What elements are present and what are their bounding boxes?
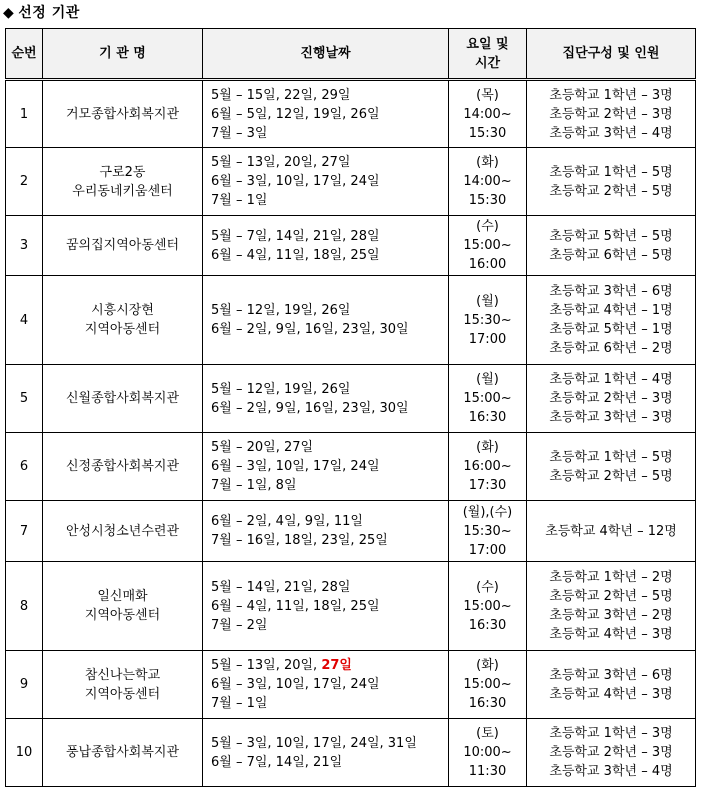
session-dates [203,562,449,651]
date-text: 6월 – 3일, 10일, 17일, 24일 [211,677,380,692]
diamond-bullet-icon: ◆ [3,5,15,21]
time-line: 15:30 [468,125,507,141]
row-number: 1 [6,80,43,148]
table-row [6,562,696,651]
date-line [211,616,448,635]
time-line: 10:00~ [463,745,512,760]
institution-name [43,276,203,365]
header-time-line2: 시간 [474,55,501,71]
day-and-time [449,148,527,216]
date-line [211,153,448,172]
time-line: 15:30~ [463,312,512,328]
time-line: 17:00 [468,542,507,558]
table-row [6,651,696,719]
date-line [211,246,448,265]
date-line [211,105,448,124]
institution-name-line: 우리동네키움센터 [72,183,173,199]
group-composition [527,216,696,276]
composition-line: 초등학교 2학년 – 3명 [549,745,673,760]
date-line [211,597,448,616]
date-text: 6월 – 5일, 12일, 19일, 26일 [211,106,380,122]
group-composition [527,80,696,148]
institution-name-line: 신월종합사회복지관 [65,391,180,406]
composition-line: 초등학교 2학년 – 5명 [549,468,673,484]
institution-name [43,501,203,562]
session-dates [203,651,449,719]
institution-name [43,433,203,501]
composition-line: 초등학교 4학년 – 12명 [545,523,677,539]
composition-line: 초등학교 2학년 – 3명 [549,391,673,406]
date-text: 6월 – 2일, 9일, 16일, 23일, 30일 [211,322,409,337]
date-text: 5월 – 15일, 22일, 29일 [211,87,351,103]
institution-name [43,80,203,148]
time-line: (화) [476,658,499,673]
institution-name-line: 신정종합사회복지관 [65,459,180,474]
time-line: 16:00~ [463,459,512,474]
row-number: 5 [6,365,43,433]
time-line: 16:30 [468,696,507,711]
date-line [211,694,448,713]
composition-line: 초등학교 2학년 – 5명 [549,589,673,604]
date-line [211,191,448,210]
composition-line: 초등학교 1학년 – 4명 [549,372,673,387]
table-row [6,433,696,501]
row-number: 3 [6,216,43,276]
date-text: 6월 – 7일, 14일, 21일 [211,754,343,770]
time-line: 15:00~ [463,677,512,692]
date-line [211,675,448,694]
institution-name-line: 일신매화 [97,589,148,604]
date-text: 7월 – 16일, 18일, 23일, 25일 [211,533,388,548]
row-number: 6 [6,433,43,501]
date-line [211,531,448,550]
time-line: 15:00~ [463,238,512,253]
date-text: 6월 – 3일, 10일, 17일, 24일 [211,174,380,189]
group-composition [527,148,696,216]
date-line [211,301,448,320]
session-dates [203,80,449,148]
time-line: 11:30 [468,764,507,779]
institution-name-line: 풍납종합사회복지관 [65,745,180,760]
time-line: (화) [476,155,499,170]
composition-line: 초등학교 1학년 – 2명 [549,570,673,585]
composition-line: 초등학교 6학년 – 2명 [549,341,673,356]
date-line [211,753,448,772]
table-row [6,719,696,787]
day-and-time [449,501,527,562]
date-line [211,438,448,457]
session-dates [203,276,449,365]
session-dates [203,365,449,433]
date-text: 5월 – 14일, 21일, 28일 [211,579,351,595]
institution-name [43,562,203,651]
date-line [211,656,448,675]
time-line: (월) [476,293,499,309]
institution-name-line: 시흥시장현 [91,303,154,318]
day-and-time [449,562,527,651]
composition-line: 초등학교 4학년 – 3명 [549,686,673,702]
session-dates [203,719,449,787]
table-row [6,80,696,148]
day-and-time [449,365,527,433]
date-text: 5월 – 12일, 19일, 26일 [211,303,351,318]
date-text: 7월 – 2일 [211,617,268,633]
time-line: (토) [476,726,499,741]
day-and-time [449,651,527,719]
composition-line: 초등학교 2학년 – 5명 [549,183,673,199]
date-text: 6월 – 4일, 11일, 18일, 25일 [211,247,380,263]
time-line: 16:30 [468,410,507,425]
table-header-row [6,29,696,80]
group-composition [527,501,696,562]
group-composition [527,651,696,719]
date-line [211,320,448,339]
table-body [6,80,696,787]
composition-line: 초등학교 5학년 – 5명 [549,228,673,244]
date-line [211,578,448,597]
composition-line: 초등학교 4학년 – 1명 [549,303,673,318]
date-text: 6월 – 3일, 10일, 17일, 24일 [211,459,380,474]
row-number: 7 [6,501,43,562]
institution-name-line: 구로2동 [99,164,146,180]
date-line [211,86,448,105]
date-line [211,172,448,191]
institution-name [43,719,203,787]
row-number: 10 [6,719,43,787]
composition-line: 초등학교 1학년 – 3명 [549,87,673,103]
header-no: 순번 [6,29,43,80]
table-row [6,216,696,276]
session-dates [203,433,449,501]
day-and-time [449,80,527,148]
time-line: 16:30 [468,617,507,633]
highlighted-date: 27일 [321,658,352,673]
group-composition [527,433,696,501]
time-line: (월) [476,372,499,387]
composition-line: 초등학교 1학년 – 3명 [549,726,673,741]
date-text: 7월 – 3일 [211,125,268,141]
table-row [6,365,696,433]
selected-institutions-table [5,28,696,787]
time-line: 17:30 [468,478,507,493]
header-dates: 진행날짜 [203,29,449,80]
institution-name [43,148,203,216]
composition-line: 초등학교 1학년 – 5명 [549,164,673,180]
date-text: 5월 – 20일, 27일 [211,440,314,455]
date-line [211,380,448,399]
composition-line: 초등학교 4학년 – 3명 [549,627,673,642]
row-number: 4 [6,276,43,365]
composition-line: 초등학교 3학년 – 3명 [549,410,673,425]
row-number: 8 [6,562,43,651]
day-and-time [449,433,527,501]
date-text: 7월 – 1일 [211,193,268,208]
institution-name-line: 지역아동센터 [84,608,161,623]
row-number: 2 [6,148,43,216]
institution-name-line: 안성시청소년수련관 [65,523,180,539]
header-org: 기 관 명 [43,29,203,80]
institution-name [43,651,203,719]
date-text: 7월 – 1일, 8일 [211,478,297,493]
composition-line: 초등학교 3학년 – 4명 [549,764,673,779]
group-composition [527,719,696,787]
date-line [211,734,448,753]
time-line: 14:00~ [463,106,512,122]
time-line: 16:00 [468,257,507,272]
time-line: (수) [476,579,499,595]
header-time-line1: 요일 및 [466,36,509,52]
composition-line: 초등학교 3학년 – 6명 [549,667,673,683]
time-line: 15:00~ [463,598,512,614]
date-text: 6월 – 4일, 11일, 18일, 25일 [211,598,380,614]
date-text: 5월 – 7일, 14일, 21일, 28일 [211,228,380,244]
institution-name-line: 지역아동센터 [84,322,161,337]
time-line: 17:00 [468,331,507,347]
table-row [6,501,696,562]
composition-line: 초등학교 5학년 – 1명 [549,322,673,337]
group-composition [527,365,696,433]
date-line [211,227,448,246]
section-title [3,2,80,24]
day-and-time [449,216,527,276]
composition-line: 초등학교 1학년 – 5명 [549,449,673,465]
date-text: 5월 – 12일, 19일, 26일 [211,381,351,397]
composition-line: 초등학교 6학년 – 5명 [549,247,673,263]
date-text: 6월 – 2일, 4일, 9일, 11일 [211,514,363,529]
institution-name-line: 지역아동센터 [84,686,161,702]
section-title-text: 선정 기관 [18,5,80,21]
date-text: 5월 – 13일, 20일, [211,658,322,673]
group-composition [527,562,696,651]
session-dates [203,501,449,562]
time-line: 15:30~ [463,523,512,539]
time-line: 15:30 [468,193,507,208]
row-number: 9 [6,651,43,719]
time-line: (화) [476,440,499,455]
session-dates [203,216,449,276]
header-comp: 집단구성 및 인원 [527,29,696,80]
composition-line: 초등학교 3학년 – 2명 [549,608,673,623]
day-and-time [449,719,527,787]
date-text: 6월 – 2일, 9일, 16일, 23일, 30일 [211,400,409,416]
date-line [211,124,448,143]
time-line: (월),(수) [462,504,513,520]
time-line: 14:00~ [463,174,512,189]
date-line [211,399,448,418]
date-text: 5월 – 13일, 20일, 27일 [211,155,351,170]
institution-name-line: 꿈의집지역아동센터 [65,238,180,253]
composition-line: 초등학교 2학년 – 3명 [549,106,673,122]
institution-name [43,365,203,433]
institution-name-line: 거모종합사회복지관 [65,106,180,122]
day-and-time [449,276,527,365]
date-line [211,512,448,531]
time-line: (목) [476,87,499,103]
date-line [211,476,448,495]
composition-line: 초등학교 3학년 – 4명 [549,125,673,141]
time-line: 15:00~ [463,391,512,406]
session-dates [203,148,449,216]
table-row [6,148,696,216]
date-line [211,457,448,476]
date-text: 5월 – 3일, 10일, 17일, 24일, 31일 [211,735,417,751]
date-text: 7월 – 1일 [211,696,268,711]
header-time [449,29,527,80]
composition-line: 초등학교 3학년 – 6명 [549,284,673,299]
time-line: (수) [476,219,499,234]
institution-name-line: 참신나는학교 [84,667,161,683]
institution-name [43,216,203,276]
table-row [6,276,696,365]
group-composition [527,276,696,365]
